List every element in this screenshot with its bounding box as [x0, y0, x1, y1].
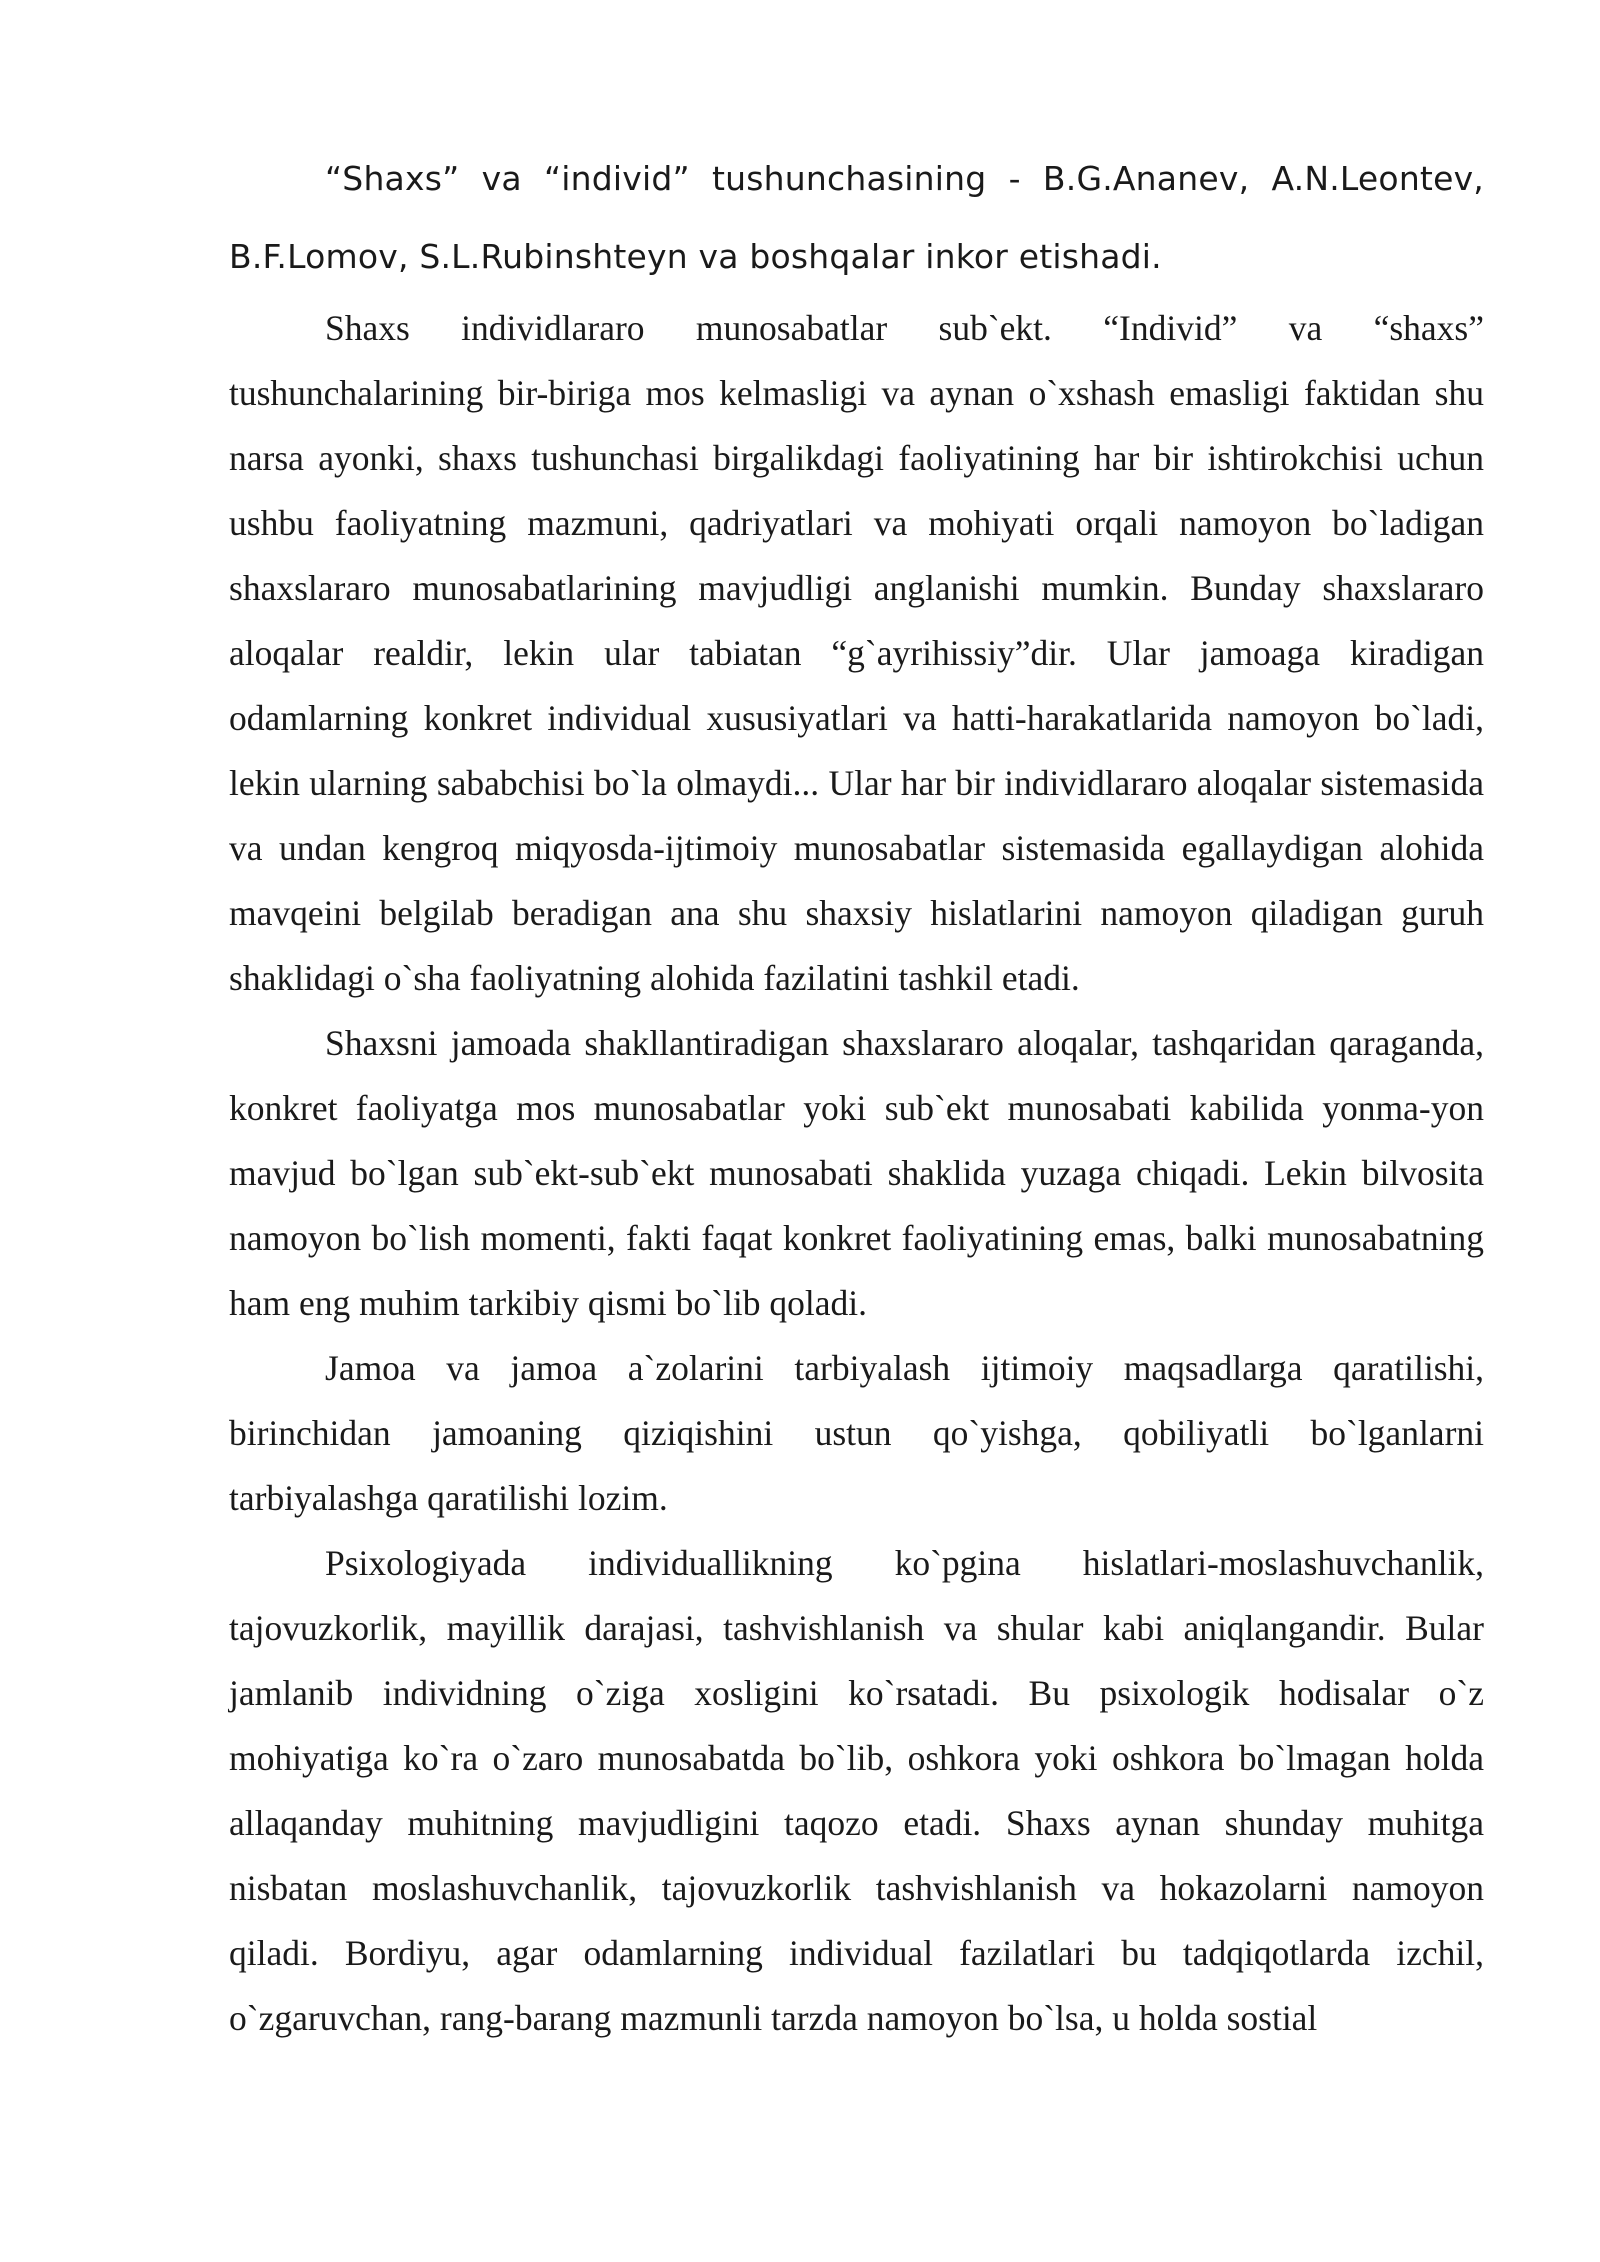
paragraph-3: Shaxsni jamoada shakllantiradigan shaxslararo aloqalar, tashqaridan qaraganda, konkret faoliyatga mos munosabatlar yoki sub`ekt munosabati kabilida yonma-yon mavjud bo`lgan sub`ekt-sub`ekt munosabati shaklida yuzaga chiqadi. Lekin bilvosita namoyon bo`lish momenti, fakti faqat konkret faoliyatining emas, balki munosabatning ham eng muhim tarkibiy qismi bo`lib qoladi.	[229, 1023, 1484, 1323]
paragraph-5: Psixologiyada individuallikning ko`pgina hislatlari-moslashuvchanlik, tajovuzkorlik, mayillik darajasi, tashvishlanish va shular kabi aniqlangandir. Bular jamlanib individning o`ziga xosligini ko`rsatadi. Bu psixologik hodisalar o`z mohiyatiga ko`ra o`zaro munosabatda bo`lib, oshkora yoki oshkora bo`lmagan holda allaqanday muhitning mavjudligini taqozo etadi. Shaxs aynan shunday muhitga nisbatan moslashuvchanlik, tajovuzkorlik tashvishlanish va hokazolarni namoyon qiladi. Bordiyu, agar odamlarning individual fazilatlari bu tadqiqotlarda izchil, o`zgaruvchan, rang-barang mazmunli tarzda namoyon bo`lsa, u holda sostial	[229, 1543, 1484, 2038]
paragraph-2: Shaxs individlararo munosabatlar sub`ekt. “Individ” va “shaxs” tushunchalarining bir-biriga mos kelmasligi va aynan o`xshash emasligi faktidan shu narsa ayonki, shaxs tushunchasi birgalikdagi faoliyatining har bir ishtirokchisi uchun ushbu faoliyatning mazmuni, qadriyatlari va mohiyati orqali namoyon bo`ladigan shaxslararo munosabatlarining mavjudligi anglanishi mumkin. Bunday shaxslararo aloqalar realdir, lekin ular tabiatan “g`ayrihissiy”dir. Ular jamoaga kiradigan odamlarning konkret individual xususiyatlari va hatti-harakatlarida namoyon bo`ladi, lekin ularning sababchisi bo`la olmaydi... Ular har bir individlararo aloqalar sistemasida va undan kengroq miqyosda-ijtimoiy munosabatlar sistemasida egallaydigan alohida mavqeini belgilab beradigan ana shu shaxsiy hislatlarini namoyon qiladigan guruh shaklidagi o`sha faoliyatning alohida fazilatini tashkil etadi.	[229, 308, 1484, 998]
paragraph-4: Jamoa va jamoa a`zolarini tarbiyalash ijtimoiy maqsadlarga qaratilishi, birinchidan jamoaning qiziqishini ustun qo`yishga, qobiliyatli bo`lganlarni tarbiyalashga qaratilishi lozim.	[229, 1348, 1484, 1518]
paragraph-1: “Shaxs” va “individ” tushunchasining - B.G.Ananev, A.N.Leontev, B.F.Lomov, S.L.Rubinshteyn va boshqalar inkor etishadi.	[229, 159, 1484, 276]
document-body	[229, 140, 1484, 2051]
